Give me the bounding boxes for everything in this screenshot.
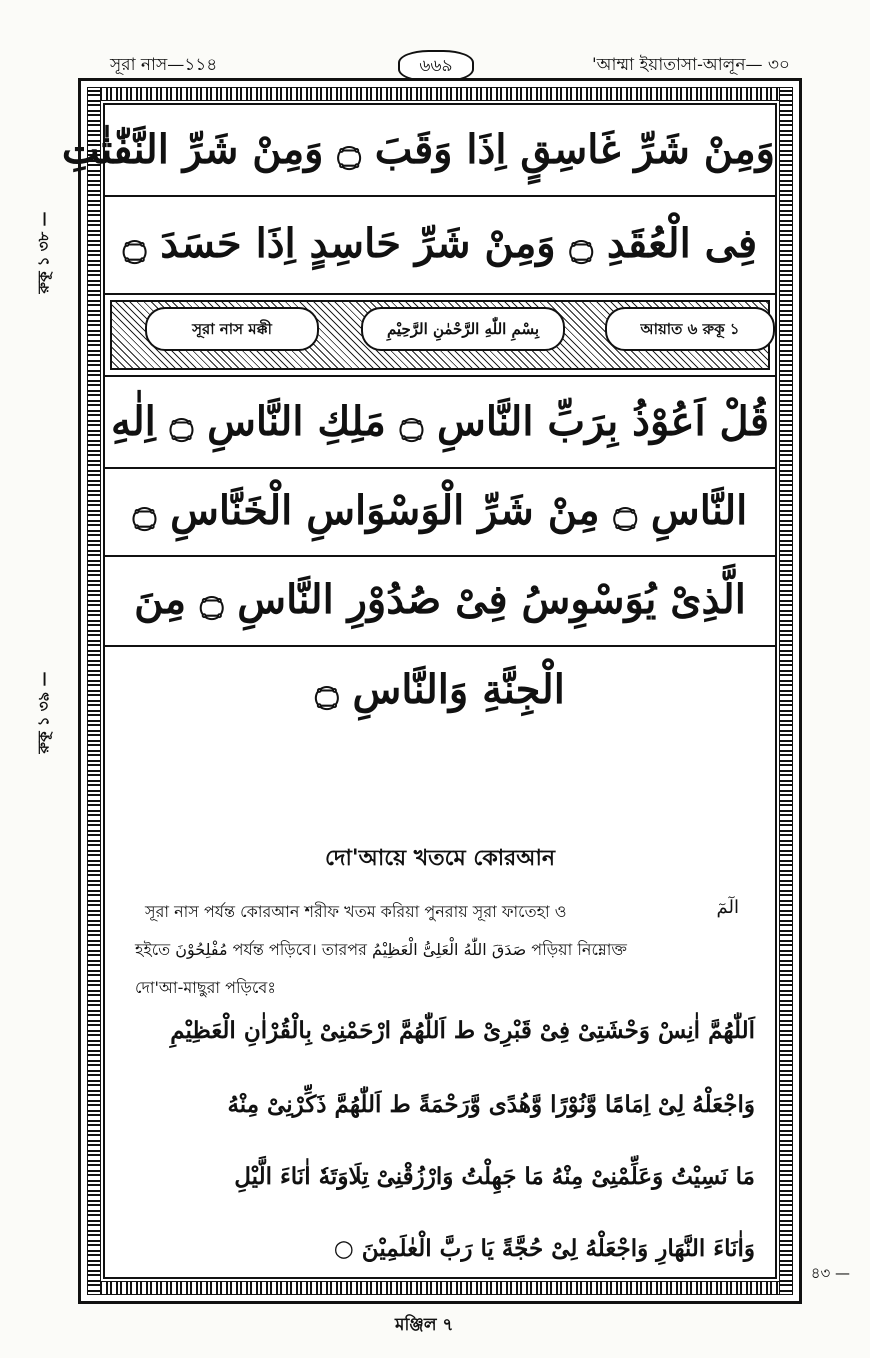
dua-arabic-line: وَاجْعَلْهُ لِىْ اِمَامًا وَّنُوْرًا وَّهُدًى وَّرَحْمَةً ط اَللّٰهُمَّ ذَكِّرْنِىْ مِنْهُ [227,1091,755,1118]
side-mark-bottom: ৪৩ — [810,1264,850,1282]
page-number: ৬৬৯ [398,50,474,82]
instruction-line: হইতে مُفْلِحُوْنَ পর্যন্ত পড়িবে। তারপর صَدَقَ اللّٰهُ الْعَلِىُّ الْعَظِيْمُ পড়িয়া নিম্নোক্ত [135,940,627,959]
instruction-line: সূরা নাস পর্যন্ত কোরআন শরীফ খতম করিয়া পুনরায় সূরা ফাতেহা ও [145,902,567,921]
header-right: 'আম্মা ইয়াতাসা-আলূন— ৩০ [592,55,790,75]
quran-line: فِى الْعُقَدِ ۝ وَمِنْ شَرِّ حَاسِدٍ اِذَا حَسَدَ ۝ [105,195,775,295]
border-right [779,87,793,1295]
header-left: সূরা নাস—১১৪ [110,55,218,75]
quran-line: وَمِنْ شَرِّ غَاسِقٍ اِذَا وَقَبَ ۝ وَمِنْ شَرِّ النَّفّٰثٰتِ [105,105,775,197]
dua-title: দো'আয়ে খতমে কোরআন [325,846,555,871]
border-left [87,87,101,1295]
side-mark-lower: রুকূ ১ ৩৯ — [34,671,53,754]
instruction-line: দো'আ-মাছুরা পড়িবেঃ [135,978,276,997]
bismillah: بِسْمِ اللّٰهِ الرَّحْمٰنِ الرَّحِيْمِ [361,307,565,351]
quran-line: النَّاسِ ۝ مِنْ شَرِّ الْوَسْوَاسِ الْخَنَّاسِ ۝ [105,467,775,557]
surah-banner [105,295,775,377]
border-top [87,87,793,101]
ayat-ruku-count: আয়াত ৬ রুকূ ১ [605,307,775,351]
border-bottom [87,1281,793,1295]
footer-manzil: মঞ্জিল ৭ [395,1315,454,1335]
dua-arabic-line: وَاٰنَاءَ النَّهَارِ وَاجْعَلْهُ لِىْ حُجَّةً يَا رَبَّ الْعٰلَمِيْنَ ○ [333,1235,755,1262]
text-area [61,103,777,1279]
quran-line: الْجِنَّةِ وَالنَّاسِ ۝ [315,666,565,713]
surah-name: সূরা নাস মক্কী [145,307,319,351]
page-frame [61,78,802,1304]
alm-glyph: الٓمٓ [716,897,739,918]
quran-line: الَّذِىْ يُوَسْوِسُ فِىْ صُدُوْرِ النَّاسِ ۝ مِنَ [105,555,775,647]
dua-arabic-line: اَللّٰهُمَّ اٰنِسْ وَحْشَتِىْ فِىْ قَبْرِىْ ط اَللّٰهُمَّ ارْحَمْنِىْ بِالْقُرْاٰنِ الْعَظِيْمِ [170,1017,755,1044]
dua-arabic-line: مَا نَسِيْتُ وَعَلِّمْنِىْ مِنْهُ مَا جَهِلْتُ وَارْزُقْنِىْ تِلَاوَتَهٗ اٰنَاءَ الَّيْلِ [234,1163,755,1190]
side-mark-upper: রুকূ ১ ৩৮ — [34,211,53,294]
quran-line: قُلْ اَعُوْذُ بِرَبِّ النَّاسِ ۝ مَلِكِ النَّاسِ ۝ اِلٰهِ [105,377,775,469]
